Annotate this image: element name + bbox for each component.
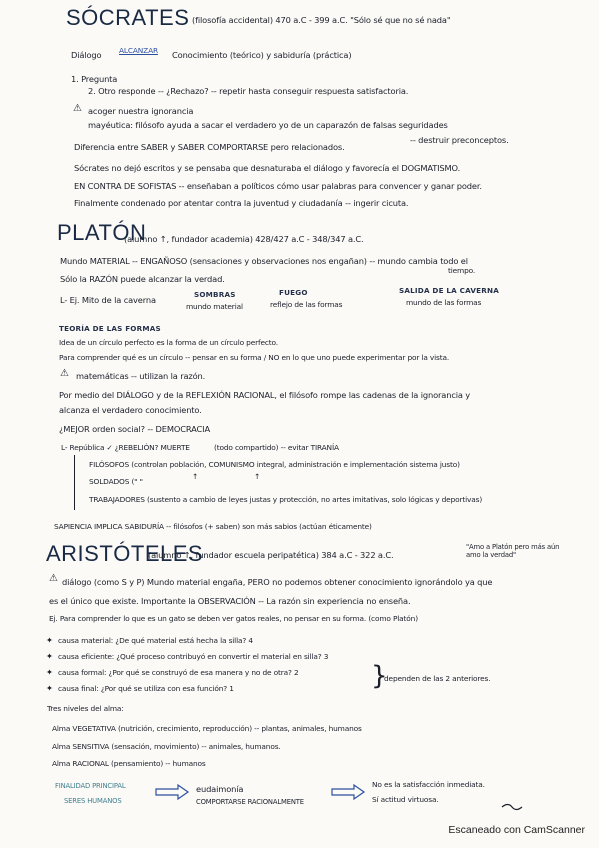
arrow-right-icon bbox=[154, 783, 190, 801]
socrates-subtitle: (filosofía accidental) 470 a.C - 399 a.C. "Sólo sé que no sé nada" bbox=[192, 15, 451, 25]
filosofos-text: FILÓSOFOS (controlan población, COMUNISMO integral, administración e implementación sistema justo) bbox=[89, 460, 460, 469]
diamond-bullet-icon: ✦ bbox=[46, 667, 53, 677]
alma-vegetativa-text: Alma VEGETATIVA (nutrición, crecimiento, reproducción) -- plantas, animales, humanos bbox=[52, 724, 362, 733]
warning-triangle-icon: ⚠ bbox=[49, 573, 58, 584]
bracket-line bbox=[74, 455, 75, 510]
diamond-bullet-icon: ✦ bbox=[46, 635, 53, 645]
mayeutica-text: mayéutica: filósofo ayuda a sacar el verdadero yo de un caparazón de falsas seguridades bbox=[88, 120, 448, 130]
causa-eficiente-text: causa eficiente: ¿Qué proceso contribuyó en convertir el material en silla? 3 bbox=[58, 652, 329, 661]
socrates-title: SÓCRATES bbox=[66, 5, 190, 30]
arrow-right-icon bbox=[330, 783, 366, 801]
comportarse-racional-text: COMPORTARSE RACIONALMENTE bbox=[196, 798, 304, 806]
arrow-up-icon: ↑ bbox=[254, 472, 261, 481]
mejor-orden-text: ¿MEJOR orden social? -- DEMOCRACIA bbox=[59, 424, 211, 434]
fuego-text: reflejo de las formas bbox=[270, 300, 343, 309]
warning-triangle-icon: ⚠ bbox=[73, 103, 82, 114]
dialogo-aristoteles-text: diálogo (como S y P) Mundo material engaña, PERO no podemos obtener conocimiento ignorándolo ya que bbox=[62, 577, 493, 587]
alma-sensitiva-text: Alma SENSITIVA (sensación, movimiento) -- animales, humanos. bbox=[52, 742, 281, 751]
tiempo-text: tiempo. bbox=[448, 266, 476, 275]
dependen-text: dependen de las 2 anteriores. bbox=[384, 674, 491, 683]
alcanza-text: alcanza el verdadero conocimiento. bbox=[59, 405, 202, 415]
platon-subtitle: (alumno ↑, fundador academia) 428/427 a.C - 348/347 a.C. bbox=[124, 234, 364, 244]
condenado-text: Finalmente condenado por atentar contra la juventud y ciudadanía -- ingerir cicuta. bbox=[74, 198, 409, 208]
trabajadores-text: TRABAJADORES (sustento a cambio de leyes justas y protección, no artes imitativas, solo lógicas y deportivas) bbox=[89, 495, 483, 504]
acoger-text: acoger nuestra ignorancia bbox=[88, 106, 194, 116]
step-2: 2. Otro responde -- ¿Rechazo? -- repetir hasta conseguir respuesta satisfactoria. bbox=[88, 86, 409, 96]
salida-heading: SALIDA DE LA CAVERNA bbox=[399, 286, 499, 295]
arrow-up-icon: ↑ bbox=[192, 472, 199, 481]
soldados-text: SOLDADOS (" " bbox=[89, 477, 143, 486]
alma-racional-text: Alma RACIONAL (pensamiento) -- humanos bbox=[52, 759, 206, 768]
comprender-circulo-text: Para comprender qué es un círculo -- pensar en su forma / NO en lo que uno puede experimentar por la vista. bbox=[59, 353, 450, 362]
medio-text: Por medio del DIÁLOGO y de la REFLEXIÓN RACIONAL, el filósofo rompe las cadenas de la ignorancia y bbox=[59, 390, 471, 400]
eudaimonia-text: eudaimonía bbox=[196, 784, 244, 794]
matematicas-text: matemáticas -- utilizan la razón. bbox=[76, 371, 206, 381]
finalidad-heading: FINALIDAD PRINCIPAL bbox=[55, 782, 126, 790]
causa-material-text: causa material: ¿De qué material está hecha la silla? 4 bbox=[58, 636, 253, 645]
ej-gato-text: Ej. Para comprender lo que es un gato se deben ver gatos reales, no pensar en su forma. (como Platón) bbox=[49, 614, 418, 623]
no-satisfaccion-text: No es la satisfacción inmediata. bbox=[372, 780, 485, 789]
unico-text: es el único que existe. Importante la OBSERVACIÓN -- La razón sin experiencia no enseña. bbox=[49, 596, 411, 606]
causa-final-text: causa final: ¿Por qué se utiliza con esa función? 1 bbox=[58, 684, 234, 693]
mito-caverna-text: L- Ej. Mito de la caverna bbox=[60, 295, 156, 305]
aristoteles-subtitle: (alumno ↑, fundador escuela peripatética) 384 a.C - 322 a.C. bbox=[148, 550, 394, 560]
idea-text: Idea de un círculo perfecto es la forma de un círculo perfecto. bbox=[59, 338, 278, 347]
teoria-formas-heading: TEORÍA DE LAS FORMAS bbox=[59, 324, 161, 333]
platon-title: PLATÓN bbox=[57, 220, 147, 245]
sofistas-text: EN CONTRA DE SOFISTAS -- enseñaban a políticos cómo usar palabras para convencer y ganar poder. bbox=[74, 181, 482, 191]
salida-text: mundo de las formas bbox=[406, 298, 482, 307]
alcanzar-link: ALCANZAR bbox=[119, 46, 158, 55]
seres-humanos-text: SERES HUMANOS bbox=[64, 797, 122, 805]
diamond-bullet-icon: ✦ bbox=[46, 683, 53, 693]
dialogo-goal: Conocimiento (teórico) y sabiduría (práctica) bbox=[172, 50, 352, 60]
destruir-text: -- destruir preconceptos. bbox=[410, 135, 509, 145]
warning-triangle-icon: ⚠ bbox=[60, 368, 69, 379]
sombras-text: mundo material bbox=[186, 302, 243, 311]
actitud-virtuosa-text: Sí actitud virtuosa. bbox=[372, 795, 439, 804]
republica-text: L- República ✓ ¿REBELIÓN? MUERTE bbox=[61, 443, 190, 452]
squiggle-icon bbox=[500, 802, 528, 812]
sapiencia-text: SAPIENCIA IMPLICA SABIDURÍA -- filósofos (+ saben) son más sabios (actúan éticamente) bbox=[54, 522, 372, 531]
mundo-material-text: Mundo MATERIAL -- ENGAÑOSO (sensaciones y observaciones nos engañan) -- mundo cambia todo el bbox=[60, 256, 468, 266]
fuego-heading: FUEGO bbox=[279, 288, 308, 297]
diamond-bullet-icon: ✦ bbox=[46, 651, 53, 661]
no-escritos-text: Sócrates no dejó escritos y se pensaba que desnaturaba el diálogo y favorecía el DOGMATISMO. bbox=[74, 163, 461, 173]
diferencia-text: Diferencia entre SABER y SABER COMPORTARSE pero relacionados. bbox=[74, 142, 345, 152]
dialogo-label: Diálogo bbox=[71, 50, 102, 60]
camscanner-footer: Escaneado con CamScanner bbox=[448, 824, 585, 836]
aristoteles-quote: "Amo a Platón pero más aún amo la verdad" bbox=[466, 543, 560, 559]
step-1: 1. Pregunta bbox=[71, 74, 118, 84]
todo-compartido-text: (todo compartido) -- evitar TIRANÍA bbox=[214, 443, 339, 452]
razon-text: Sólo la RAZÓN puede alcanzar la verdad. bbox=[60, 274, 225, 284]
causa-formal-text: causa formal: ¿Por qué se construyó de esa manera y no de otra? 2 bbox=[58, 668, 299, 677]
tres-niveles-text: Tres niveles del alma: bbox=[47, 704, 124, 713]
sombras-heading: SOMBRAS bbox=[194, 290, 236, 299]
aristoteles-title: ARISTÓTELES bbox=[46, 541, 204, 566]
right-brace-icon: } bbox=[371, 661, 388, 691]
